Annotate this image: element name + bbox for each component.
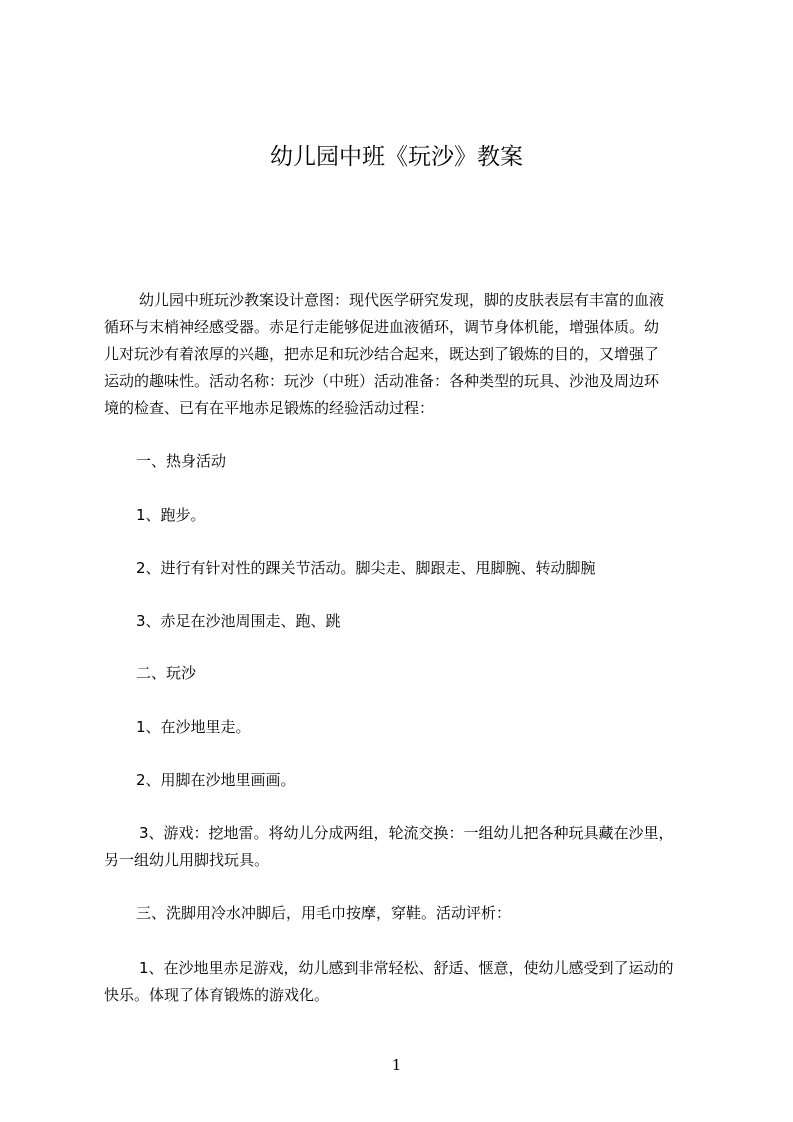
section2-heading: 二、玩沙 (136, 664, 197, 682)
section2-item-2: 2、用脚在沙地里画画。 (136, 771, 296, 789)
page-number: 1 (391, 1056, 402, 1074)
intro-line-4: 运动的趣味性。活动名称：玩沙（中班）活动准备：各种类型的玩具、沙池及周边环 (104, 372, 660, 390)
intro-line-3: 儿对玩沙有着浓厚的兴趣，把赤足和玩沙结合起来，既达到了锻炼的目的，又增强了 (104, 345, 660, 363)
intro-line-5: 境的检查、已有在平地赤足锻炼的经验活动过程： (104, 399, 435, 417)
section1-item-1: 1、跑步。 (136, 506, 206, 524)
intro-line-1: 幼儿园中班玩沙教案设计意图：现代医学研究发现，脚的皮肤表层有丰富的血液 (139, 291, 665, 309)
section2-item-1: 1、在沙地里走。 (136, 718, 251, 736)
evaluation-line-2: 快乐。体现了体育锻炼的游戏化。 (104, 986, 330, 1004)
section2-game-line-1: 3、游戏：挖地雷。将幼儿分成两组，轮流交换：一组幼儿把各种玩具藏在沙里， (139, 824, 674, 842)
document-title: 幼儿园中班《玩沙》教案 (270, 144, 523, 170)
section2-game-line-2: 另一组幼儿用脚找玩具。 (104, 851, 270, 869)
section1-item-2: 2、进行有针对性的踝关节活动。脚尖走、脚跟走、甩脚腕、转动脚腕 (136, 559, 596, 577)
evaluation-line-1: 1、在沙地里赤足游戏，幼儿感到非常轻松、舒适、惬意，使幼儿感受到了运动的 (139, 959, 674, 977)
intro-line-2: 循环与末梢神经感受器。赤足行走能够促进血液循环，调节身体机能，增强体质。幼 (104, 318, 660, 336)
section3-heading: 三、洗脚用冷水冲脚后，用毛巾按摩，穿鞋。活动评析： (136, 904, 512, 922)
section1-heading: 一、热身活动 (136, 452, 227, 470)
section1-item-3: 3、赤足在沙池周围走、跑、跳 (136, 612, 341, 630)
